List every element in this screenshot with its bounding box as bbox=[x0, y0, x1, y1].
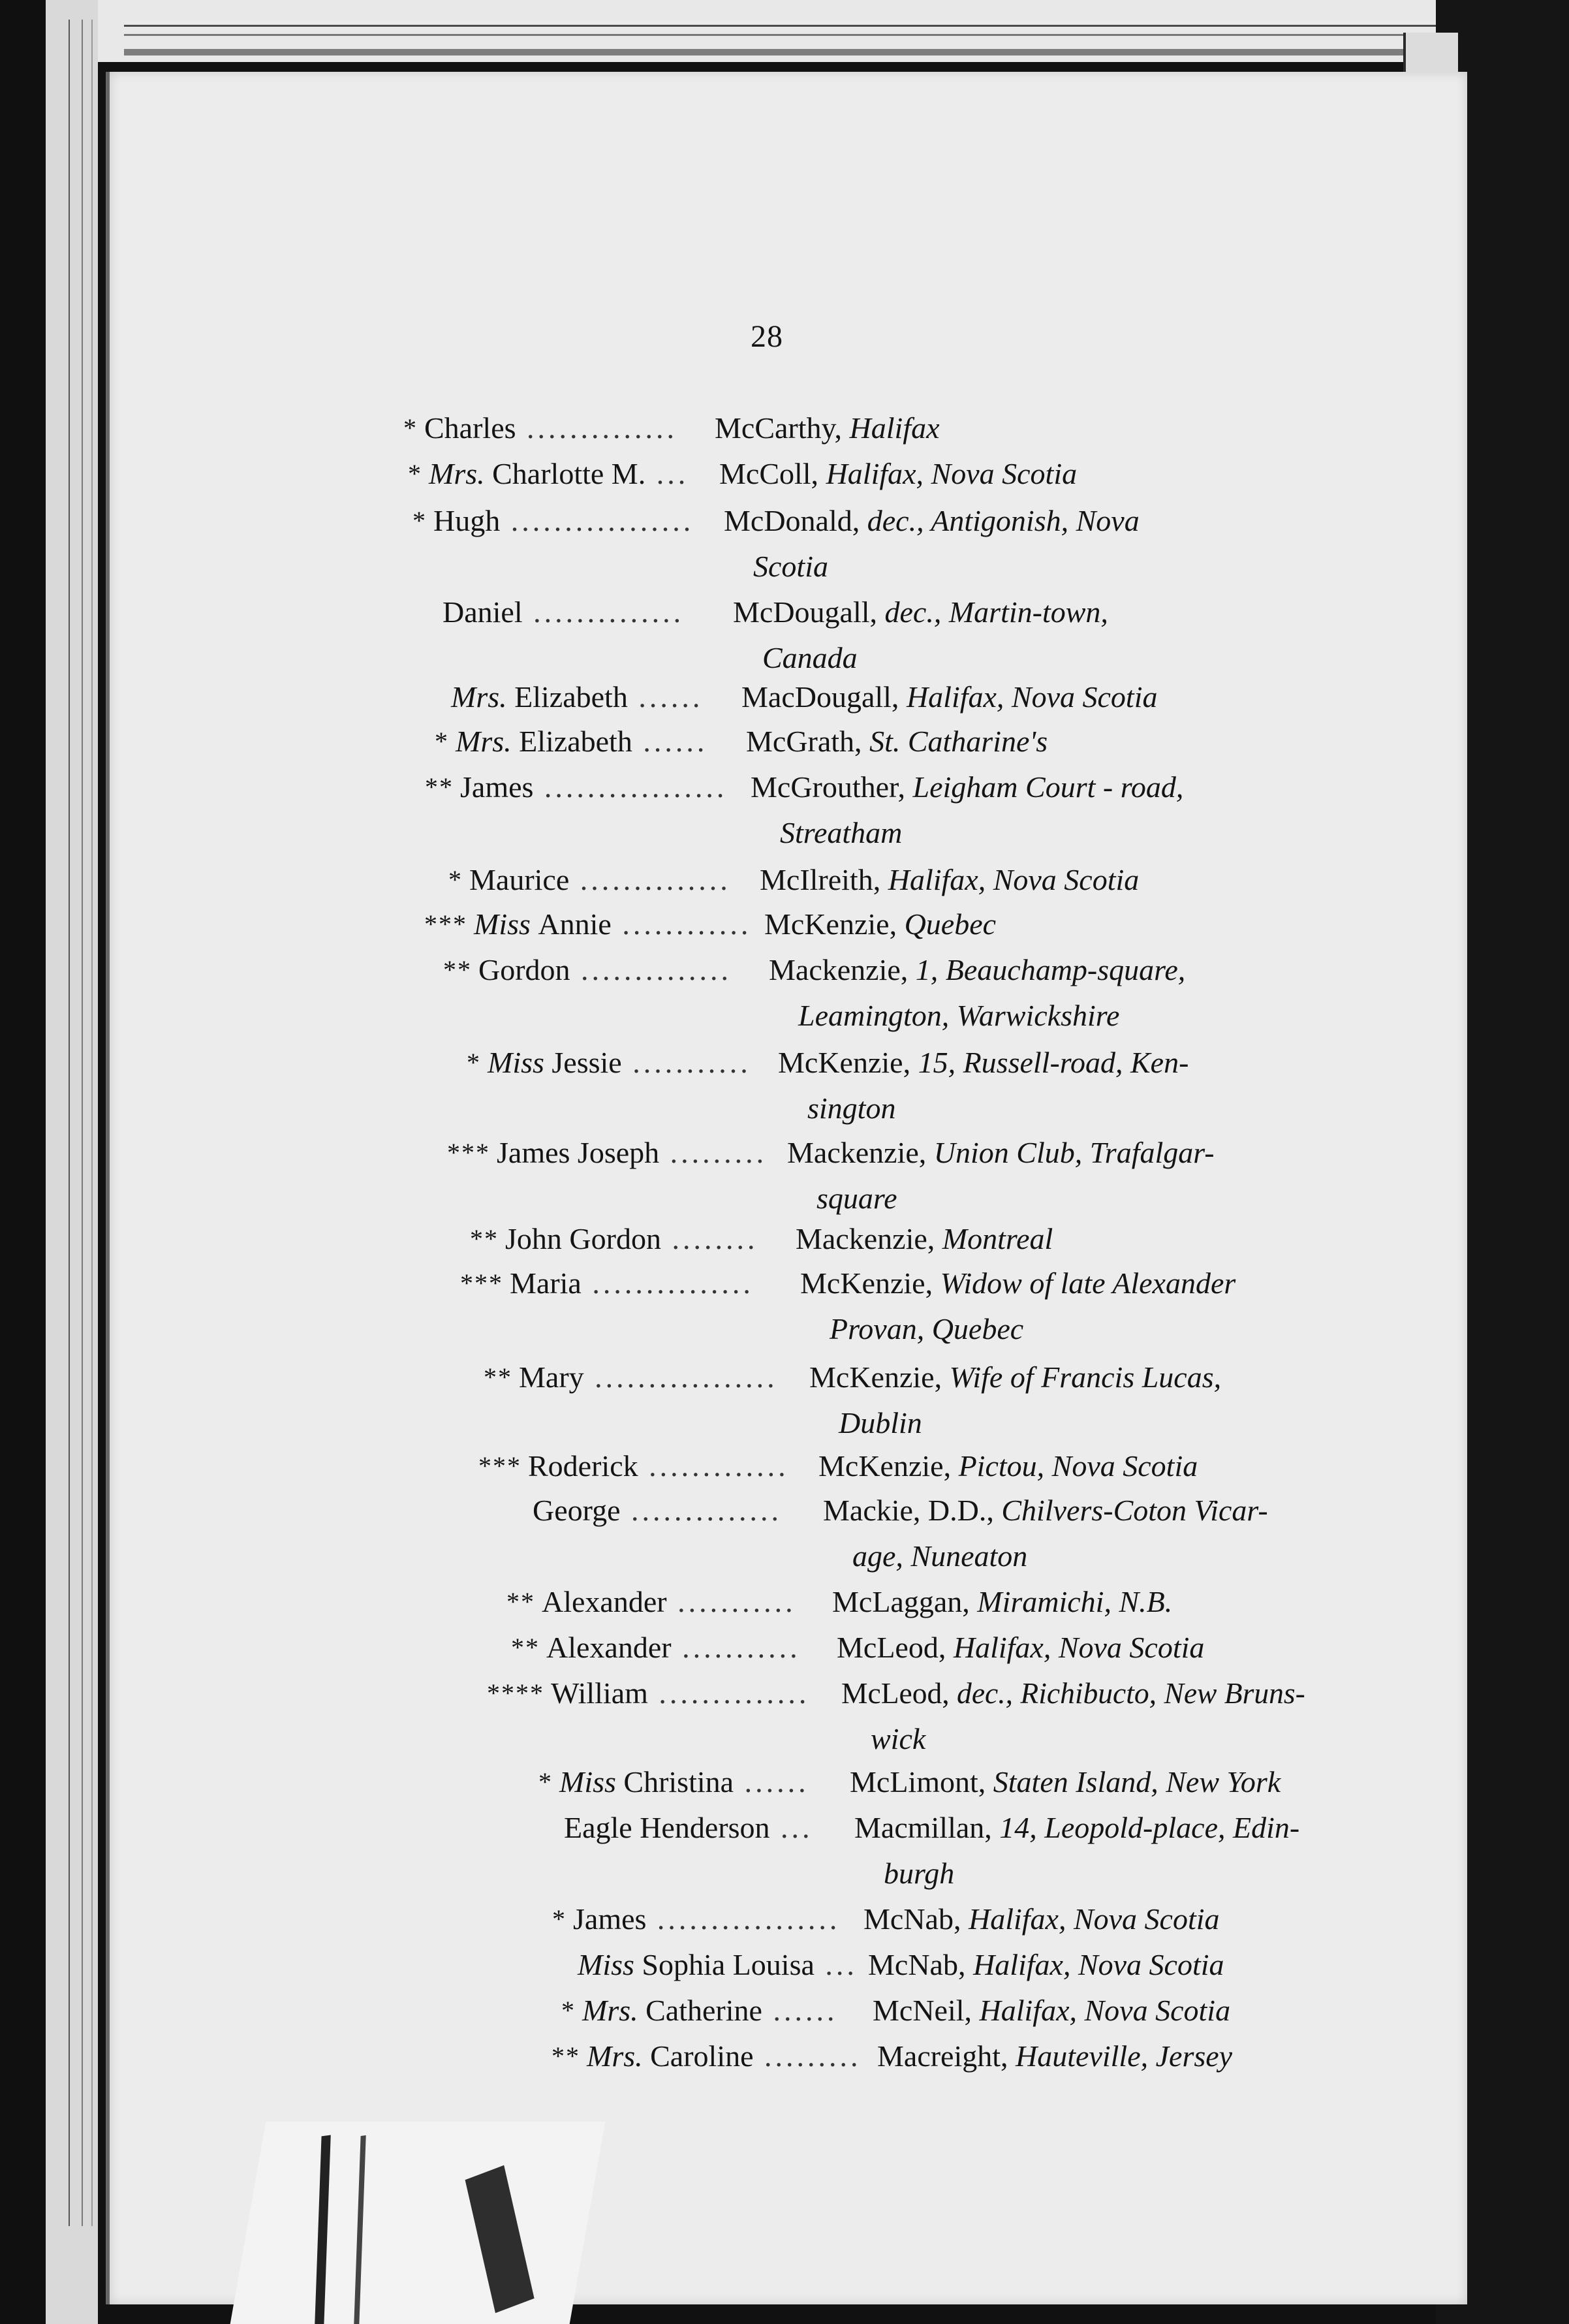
entry-given: Christina bbox=[623, 1765, 734, 1798]
entry-surname-and-place bbox=[841, 1670, 1305, 1717]
entry-continuation: wick bbox=[871, 1722, 926, 1755]
list-item bbox=[0, 497, 1569, 543]
entry-given-name bbox=[424, 405, 677, 452]
entry-given: Sophia Louisa bbox=[642, 1948, 815, 1981]
list-item bbox=[0, 1129, 1569, 1175]
entry-place: Hauteville, Jersey bbox=[1016, 2039, 1233, 2073]
list-item bbox=[0, 1039, 1569, 1085]
entry-given-name bbox=[460, 764, 727, 811]
entry-given-name bbox=[533, 1487, 782, 1534]
entry-surname: McCarthy, bbox=[715, 411, 850, 445]
entry-mark: *** bbox=[460, 1268, 503, 1298]
entry-given-name bbox=[497, 1129, 767, 1176]
entry-given: Maria bbox=[510, 1266, 582, 1300]
list-item bbox=[0, 1354, 1569, 1400]
entry-place: Halifax, Nova Scotia bbox=[979, 1994, 1231, 2027]
entry-mark: **** bbox=[487, 1678, 544, 1708]
entry-given-name bbox=[469, 856, 731, 903]
page-number: 28 bbox=[751, 319, 783, 354]
entry-continuation: Streatham bbox=[780, 816, 903, 849]
list-item bbox=[0, 718, 1569, 764]
entry-mark: * bbox=[552, 1904, 567, 1934]
entry-given-name bbox=[505, 1216, 758, 1263]
list-item bbox=[0, 1487, 1569, 1533]
entry-given-name bbox=[451, 674, 703, 721]
entry-mark: * bbox=[435, 727, 449, 756]
entry-given: Jessie bbox=[551, 1046, 622, 1079]
entry-place: Leigham Court - road, bbox=[912, 770, 1184, 804]
entry-surname-and-place bbox=[850, 1759, 1281, 1806]
entry-place: 14, Leopold-place, Edin- bbox=[999, 1811, 1300, 1844]
entry-given-name bbox=[474, 901, 751, 948]
entry-place: dec., Antigonish, Nova bbox=[867, 504, 1140, 537]
entry-given-name bbox=[559, 1759, 809, 1806]
entry-continuation: Provan, Quebec bbox=[830, 1312, 1024, 1345]
list-item bbox=[0, 1624, 1569, 1670]
entry-surname-and-place bbox=[832, 1578, 1172, 1625]
leader-dots: ............... bbox=[581, 1266, 754, 1300]
entry-place: Halifax, Nova Scotia bbox=[826, 457, 1078, 490]
entry-given-name bbox=[546, 1624, 801, 1671]
leader-dots: ...... bbox=[632, 725, 708, 758]
entry-continuation: Dublin bbox=[839, 1406, 922, 1439]
entry-mark: ** bbox=[484, 1362, 512, 1392]
entry-given-name bbox=[478, 947, 732, 994]
leader-dots: ................. bbox=[533, 770, 728, 804]
list-item bbox=[0, 674, 1569, 719]
entry-surname-and-place bbox=[800, 1260, 1235, 1307]
entry-title: Mrs. bbox=[582, 1994, 646, 2027]
entry-surname: McLimont, bbox=[850, 1765, 993, 1798]
entry-mark: ** bbox=[470, 1224, 499, 1253]
entry-mark: * bbox=[412, 506, 427, 535]
entry-title: Mrs. bbox=[587, 2039, 651, 2073]
entry-continuation: Scotia bbox=[753, 550, 828, 583]
list-item bbox=[0, 1804, 1569, 1850]
entry-surname-and-place bbox=[873, 1987, 1230, 2034]
entry-surname-and-place bbox=[837, 1624, 1204, 1671]
entry-place: Chilvers-Coton Vicar- bbox=[1001, 1494, 1268, 1527]
entry-title: Mrs. bbox=[451, 680, 515, 714]
entry-surname: McDonald, bbox=[724, 504, 867, 537]
entry-mark: * bbox=[403, 413, 418, 443]
entry-given-name bbox=[488, 1039, 751, 1086]
entry-given-name bbox=[528, 1443, 789, 1490]
entry-surname-and-place bbox=[751, 764, 1183, 811]
entry-place: Halifax, Nova Scotia bbox=[906, 680, 1158, 714]
entry-surname-and-place bbox=[760, 856, 1139, 903]
entry-given: Charlotte M. bbox=[492, 457, 646, 490]
entry-surname-and-place bbox=[778, 1039, 1188, 1086]
entry-mark: * bbox=[538, 1767, 553, 1797]
leader-dots: ........... bbox=[671, 1631, 801, 1664]
entry-place: Miramichi, N.B. bbox=[977, 1585, 1173, 1618]
entry-continuation: burgh bbox=[884, 1857, 955, 1890]
entry-given-name bbox=[587, 2033, 862, 2080]
leader-dots: ............. bbox=[638, 1449, 789, 1483]
entry-title: Mrs. bbox=[429, 457, 493, 490]
entry-place: 1, Beauchamp-square, bbox=[915, 953, 1186, 986]
entry-surname: McIlreith, bbox=[760, 863, 888, 896]
leader-dots: ................. bbox=[583, 1360, 778, 1394]
entry-surname-and-place bbox=[809, 1354, 1221, 1401]
list-item bbox=[0, 2033, 1569, 2079]
entry-place: dec., Richibucto, New Bruns- bbox=[957, 1676, 1305, 1710]
entry-surname: McNab, bbox=[868, 1948, 973, 1981]
entry-continuation: Canada bbox=[762, 641, 858, 674]
entry-place: St. Catharine's bbox=[869, 725, 1048, 758]
entry-place: Union Club, Trafalgar- bbox=[933, 1136, 1215, 1169]
leader-dots: ......... bbox=[753, 2039, 862, 2073]
entry-given-name bbox=[542, 1578, 796, 1625]
entry-given-name bbox=[443, 589, 684, 636]
list-item bbox=[0, 1941, 1569, 1987]
entry-surname: McGrath, bbox=[746, 725, 870, 758]
leader-dots: ........ bbox=[660, 1222, 758, 1255]
entry-surname: McKenzie, bbox=[764, 907, 905, 941]
entry-mark: ** bbox=[551, 2041, 580, 2071]
entry-given-name bbox=[582, 1987, 837, 2034]
entry-surname-and-place bbox=[868, 1941, 1224, 1988]
entry-continuation: age, Nuneaton bbox=[852, 1539, 1028, 1573]
entry-mark: *** bbox=[424, 909, 467, 939]
list-item bbox=[0, 1987, 1569, 2033]
leader-dots: ... bbox=[769, 1811, 813, 1844]
entry-surname: McGrouther, bbox=[751, 770, 913, 804]
entry-given: James bbox=[460, 770, 534, 804]
leader-dots: .............. bbox=[620, 1494, 783, 1527]
entry-surname-and-place bbox=[719, 450, 1077, 497]
list-item bbox=[0, 856, 1569, 902]
entry-given: Catherine bbox=[645, 1994, 762, 2027]
entry-mark: * bbox=[467, 1048, 481, 1077]
entry-surname: McKenzie, bbox=[818, 1449, 959, 1483]
entry-place: Pictou, Nova Scotia bbox=[958, 1449, 1198, 1483]
entry-place: Halifax, Nova Scotia bbox=[968, 1902, 1220, 1936]
list-item bbox=[0, 1896, 1569, 1941]
entry-title: Miss bbox=[488, 1046, 552, 1079]
entry-given-name bbox=[429, 450, 689, 497]
entry-place: Widow of late Alexander bbox=[940, 1266, 1236, 1300]
entry-given-name bbox=[433, 497, 694, 544]
entry-continuation: square bbox=[816, 1182, 897, 1215]
list-item bbox=[0, 405, 1569, 450]
entry-surname: Mackenzie, bbox=[796, 1222, 942, 1255]
leader-dots: ... bbox=[814, 1948, 858, 1981]
list-item bbox=[0, 589, 1569, 635]
entry-surname: MacDougall, bbox=[741, 680, 907, 714]
entry-given: William bbox=[551, 1676, 648, 1710]
list-item bbox=[0, 1216, 1569, 1261]
entry-surname: Macreight, bbox=[877, 2039, 1016, 2073]
entry-surname: McLaggan, bbox=[832, 1585, 978, 1618]
entry-surname: McKenzie, bbox=[778, 1046, 918, 1079]
list-item bbox=[0, 1578, 1569, 1624]
entry-surname-and-place bbox=[823, 1487, 1268, 1534]
entry-mark: * bbox=[561, 1996, 576, 2025]
entry-surname-and-place bbox=[796, 1216, 1053, 1263]
entry-place: Halifax, Nova Scotia bbox=[888, 863, 1140, 896]
entry-given: Annie bbox=[538, 907, 612, 941]
entry-place: Montreal bbox=[942, 1222, 1053, 1255]
entry-place: Halifax, Nova Scotia bbox=[972, 1948, 1224, 1981]
entry-given-name bbox=[551, 1670, 809, 1717]
entry-surname-and-place bbox=[741, 674, 1158, 721]
leader-dots: .............. bbox=[569, 863, 731, 896]
entry-surname: McLeod, bbox=[837, 1631, 954, 1664]
entry-surname: McLeod, bbox=[841, 1676, 957, 1710]
entry-place: 15, Russell-road, Ken- bbox=[918, 1046, 1189, 1079]
entry-surname: Macmillan, bbox=[854, 1811, 1000, 1844]
entry-surname-and-place bbox=[854, 1804, 1299, 1851]
entry-surname: Mackie, D.D., bbox=[823, 1494, 1002, 1527]
entry-surname: McNab, bbox=[863, 1902, 969, 1936]
entry-title: Mrs. bbox=[456, 725, 520, 758]
leader-dots: ................. bbox=[646, 1902, 841, 1936]
entry-mark: * bbox=[448, 865, 463, 894]
entry-given: Eagle Henderson bbox=[564, 1811, 770, 1844]
entry-title: Miss bbox=[559, 1765, 624, 1798]
entry-given-name bbox=[510, 1260, 754, 1307]
entry-continuation: Leamington, Warwickshire bbox=[798, 999, 1120, 1032]
entry-surname-and-place bbox=[863, 1896, 1220, 1943]
entry-given-name bbox=[578, 1941, 858, 1988]
leader-dots: ........... bbox=[666, 1585, 796, 1618]
entry-given: Mary bbox=[519, 1360, 584, 1394]
list-item bbox=[0, 1443, 1569, 1488]
list-item bbox=[0, 1260, 1569, 1306]
entry-surname-and-place bbox=[877, 2033, 1232, 2080]
entry-surname: McDougall, bbox=[733, 595, 885, 629]
entry-place: dec., Martin-town, bbox=[884, 595, 1108, 629]
entry-surname-and-place bbox=[746, 718, 1048, 765]
entry-place: Staten Island, New York bbox=[993, 1765, 1281, 1798]
entry-place: Halifax bbox=[849, 411, 940, 445]
entry-given: James Joseph bbox=[497, 1136, 660, 1169]
entry-given: Roderick bbox=[528, 1449, 638, 1483]
entry-surname: McNeil, bbox=[873, 1994, 980, 2027]
leader-dots: ......... bbox=[659, 1136, 768, 1169]
entry-given: George bbox=[533, 1494, 621, 1527]
list-item bbox=[0, 1670, 1569, 1716]
entry-given: Charles bbox=[424, 411, 516, 445]
entry-place: Quebec bbox=[904, 907, 997, 941]
list-item bbox=[0, 450, 1569, 496]
entry-surname-and-place bbox=[818, 1443, 1198, 1490]
leader-dots: .............. bbox=[516, 411, 678, 445]
entry-surname: McKenzie, bbox=[800, 1266, 940, 1300]
entry-surname-and-place bbox=[769, 947, 1185, 994]
entry-title: Miss bbox=[474, 907, 538, 941]
entry-given: Elizabeth bbox=[514, 680, 628, 714]
leader-dots: ........... bbox=[621, 1046, 751, 1079]
entry-surname-and-place bbox=[764, 901, 996, 948]
entry-surname: McColl, bbox=[719, 457, 826, 490]
entry-given: John Gordon bbox=[505, 1222, 661, 1255]
entry-title: Miss bbox=[578, 1948, 642, 1981]
entry-mark: ** bbox=[443, 955, 472, 984]
entry-surname: McKenzie, bbox=[809, 1360, 950, 1394]
entry-given-name bbox=[456, 718, 707, 765]
leader-dots: .............. bbox=[570, 953, 732, 986]
leader-dots: ...... bbox=[762, 1994, 838, 2027]
leader-dots: ...... bbox=[734, 1765, 809, 1798]
entry-given: Caroline bbox=[650, 2039, 754, 2073]
entry-given: Daniel bbox=[443, 595, 523, 629]
leader-dots: ................. bbox=[500, 504, 694, 537]
leader-dots: ...... bbox=[627, 680, 704, 714]
entry-mark: * bbox=[408, 459, 422, 488]
entry-given: Hugh bbox=[433, 504, 501, 537]
entry-surname-and-place bbox=[715, 405, 940, 452]
list-item bbox=[0, 764, 1569, 809]
entry-continuation: sington bbox=[807, 1091, 896, 1125]
entry-mark: *** bbox=[447, 1138, 490, 1167]
entry-mark: *** bbox=[478, 1451, 521, 1481]
entry-given-name bbox=[519, 1354, 778, 1401]
entry-given: Alexander bbox=[546, 1631, 672, 1664]
leader-dots: ............ bbox=[611, 907, 752, 941]
entry-mark: ** bbox=[511, 1633, 540, 1662]
entry-surname-and-place bbox=[787, 1129, 1215, 1176]
list-item bbox=[0, 1759, 1569, 1804]
entry-mark: ** bbox=[425, 772, 454, 802]
entry-given: James bbox=[573, 1902, 647, 1936]
entry-surname-and-place bbox=[724, 497, 1140, 544]
list-item bbox=[0, 901, 1569, 947]
entry-given: Alexander bbox=[542, 1585, 667, 1618]
entry-surname-and-place bbox=[733, 589, 1108, 636]
entry-place: Wife of Francis Lucas, bbox=[949, 1360, 1222, 1394]
entry-given: Maurice bbox=[469, 863, 570, 896]
list-item bbox=[0, 947, 1569, 992]
leader-dots: .............. bbox=[647, 1676, 810, 1710]
entry-mark: ** bbox=[506, 1587, 535, 1616]
entry-place: Halifax, Nova Scotia bbox=[953, 1631, 1205, 1664]
entry-surname: Mackenzie, bbox=[787, 1136, 934, 1169]
entry-surname: Mackenzie, bbox=[769, 953, 916, 986]
leader-dots: .............. bbox=[522, 595, 685, 629]
entry-given-name bbox=[573, 1896, 840, 1943]
entry-given: Elizabeth bbox=[519, 725, 632, 758]
entry-given: Gordon bbox=[478, 953, 570, 986]
entry-given-name bbox=[564, 1804, 813, 1851]
leader-dots: ... bbox=[645, 457, 689, 490]
